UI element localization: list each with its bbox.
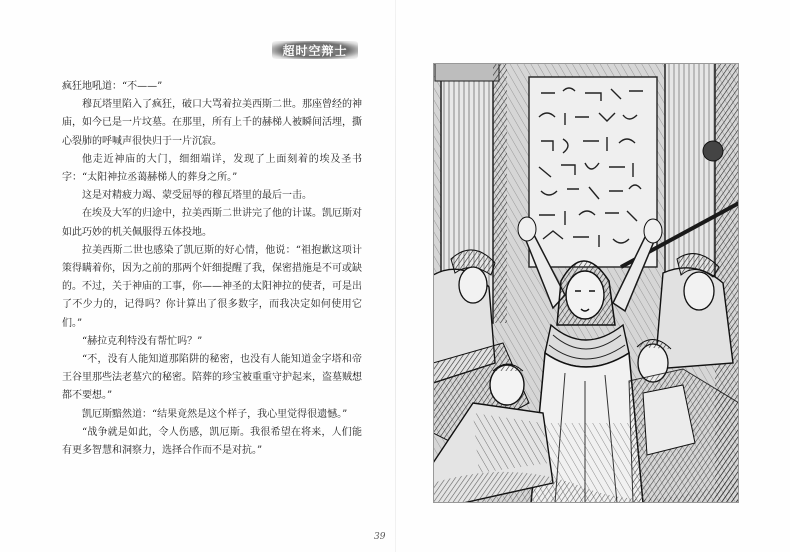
hieroglyph-wall bbox=[529, 77, 657, 267]
paragraph: “不，没有人能知道那陷阱的秘密，也没有人能知道金字塔和帝王谷里那些法老墓穴的秘密。陪葬的珍宝被重重守护起来，盗墓贼想都不要想。” bbox=[62, 354, 362, 402]
paragraph: “赫拉克利特没有帮忙吗？” bbox=[82, 335, 203, 347]
paragraph: “战争就是如此，令人伤感，凯厄斯。我很希望在将来，人们能有更多智慧和洞察力，选择合作而不是对抗。” bbox=[62, 426, 362, 457]
running-header bbox=[272, 41, 358, 59]
paragraph: 他走近神庙的大门，细细端详，发现了上面刻着的埃及圣书字：“太阳神拉丞蔼赫梯人的葬身之所。” bbox=[62, 153, 362, 184]
running-header-title: 超时空辩士 bbox=[282, 43, 348, 58]
paragraph: 拉美西斯二世也感染了凯厄斯的好心情，他说：“祖抱歉这项计策得瞒着你，因为之前的那两个奸细提醒了我，保密措施是不可或缺的。不过，关于神庙的工事，你——神圣的太阳神拉的使者，可是出了不少力的，记得吗？你计算出了很多数字，而我决定如何使用它们。” bbox=[62, 244, 362, 329]
paragraph: 这是对精疲力竭、蒙受屈辱的穆瓦塔里的最后一击。 bbox=[82, 190, 312, 202]
book-gutter bbox=[395, 0, 396, 552]
paragraph: 凯厄斯黯然道：“结果竟然是这个样子，我心里觉得很遗憾。” bbox=[82, 408, 348, 420]
illustration-drawing bbox=[433, 63, 739, 503]
paragraph: 穆瓦塔里陷入了疯狂，破口大骂着拉美西斯二世。那座曾经的神庙，如今已是一片坟墓。在那里，所有上千的赫梯人被瞬间活埋，撕心裂肺的呼喊声很快归于一片沉寂。 bbox=[62, 99, 362, 147]
page-number: 39 bbox=[374, 532, 386, 542]
illustration bbox=[433, 63, 739, 503]
paragraph: 在埃及大军的归途中，拉美西斯二世讲完了他的计谋。凯厄斯对如此巧妙的机关佩服得五体投地。 bbox=[62, 208, 362, 238]
paragraph: 疯狂地吼道：“不——” bbox=[62, 81, 163, 92]
body-text bbox=[62, 78, 362, 460]
